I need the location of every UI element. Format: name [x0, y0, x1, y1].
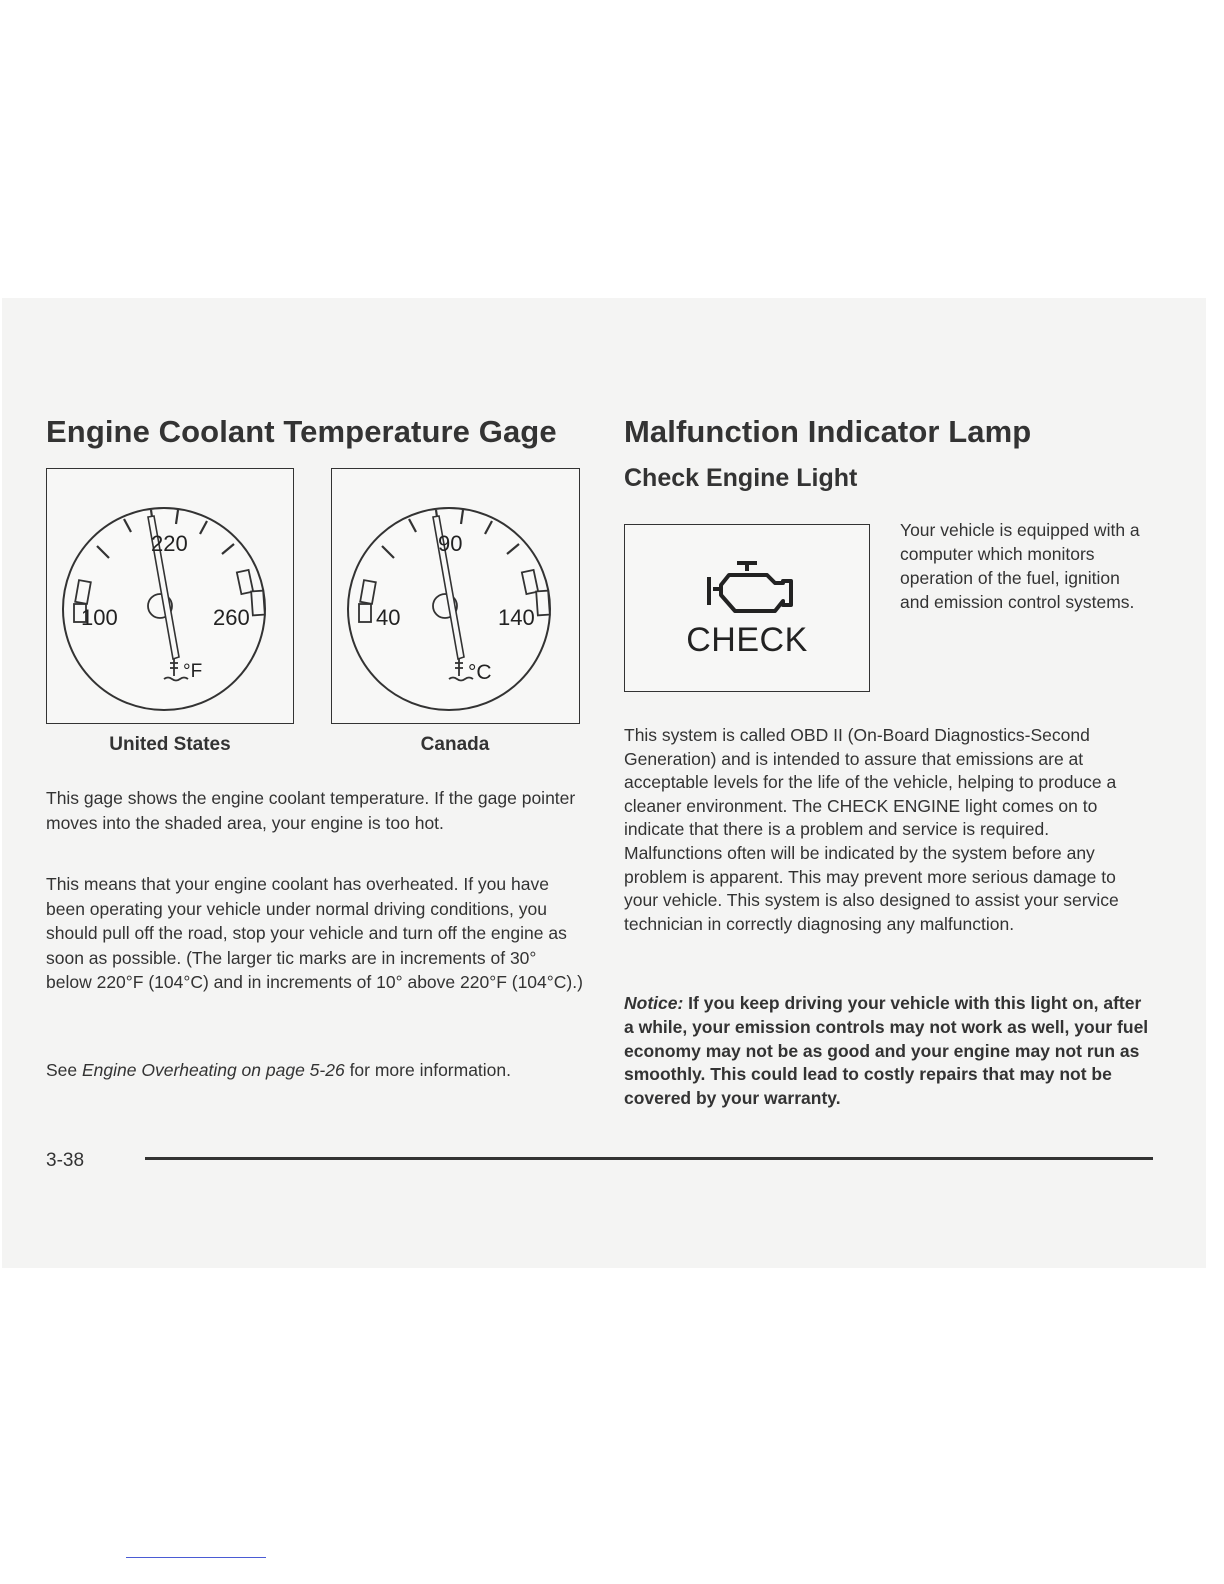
- malfunction-lamp-title: Malfunction Indicator Lamp: [624, 414, 1032, 449]
- gauge-canada-unit: °C: [468, 661, 492, 684]
- page-number: 3-38: [46, 1150, 85, 1171]
- check-engine-intro: Your vehicle is equipped with a computer which monitors operation of the fuel, ignition and emission control systems.: [900, 520, 1140, 612]
- gauge-canada-dial: [332, 469, 579, 723]
- gauge-us-unit: °F: [183, 661, 203, 682]
- gauge-canada-high-label: 140: [498, 605, 535, 630]
- check-engine-subtitle: Check Engine Light: [624, 464, 858, 492]
- coolant-paragraph-1: This gage shows the engine coolant temperature. If the gage pointer moves into the shaded area, your engine is too hot.: [46, 788, 576, 833]
- gauge-canada-caption: Canada: [420, 734, 490, 755]
- footer-rule: [145, 1157, 1153, 1160]
- gauge-canada-mid-label: 90: [438, 531, 463, 556]
- gauge-us-caption: United States: [109, 734, 231, 755]
- check-lamp-label: CHECK: [686, 621, 808, 659]
- gauge-us-mid-label: 220: [151, 531, 188, 556]
- gauge-us-high-label: 260: [213, 605, 250, 630]
- gauge-canada-figure: [331, 468, 580, 724]
- gauge-us-figure: [46, 468, 294, 724]
- gauge-us-dial: [47, 469, 293, 723]
- notice-label: Notice:: [624, 993, 684, 1013]
- engine-icon: [625, 525, 869, 691]
- notice-text: If you keep driving your vehicle with this light on, after a while, your emission controls may not work as well, your fuel economy may not be as good and your engine may not run as smoothly. This could lead to costly repairs that may not be covered by your warranty.: [624, 993, 1149, 1109]
- engine-overheating-reference: Engine Overheating on page 5-26: [82, 1060, 345, 1080]
- check-engine-lamp-figure: [624, 524, 870, 692]
- gauge-us-low-label: 100: [81, 605, 118, 630]
- coolant-see-also: [46, 1058, 516, 1083]
- engine-coolant-title: Engine Coolant Temperature Gage: [46, 414, 557, 449]
- see-suffix: for more information.: [344, 1060, 512, 1080]
- see-prefix: See: [46, 1060, 82, 1080]
- bottom-link-underline: [126, 1557, 266, 1558]
- gauge-canada-low-label: 40: [376, 605, 401, 630]
- obd-paragraph: This system is called OBD II (On-Board Diagnostics-Second Generation) and is intended to assure that emissions are at acceptable levels for the life of the vehicle, helping to produce a cleaner environment. The CHECK ENGINE light comes on to indicate that there is a problem and service is required. Malfunctions often will be indicated by the system before any problem is apparent. This may prevent more serious damage to your vehicle. This system is also designed to assist your service technician in correctly diagnosing any malfunction.: [624, 725, 1119, 934]
- notice-paragraph: [624, 992, 1152, 1111]
- coolant-paragraph-2: This means that your engine coolant has overheated. If you have been operating your vehicle under normal driving conditions, you should pull off the road, stop your vehicle and turn off the engine as soon as possible. (The larger tic marks are in increments of 30° below 220°F (104°C) and in increments of 10° above 220°F (104°C).): [46, 874, 583, 992]
